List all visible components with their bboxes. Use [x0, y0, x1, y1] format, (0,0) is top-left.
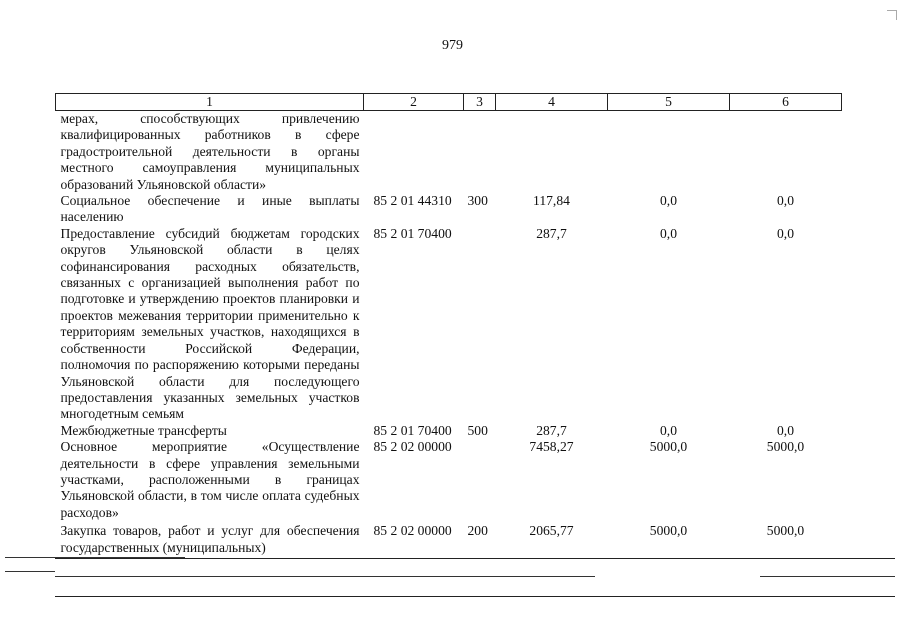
- row-value-5: [608, 111, 730, 194]
- row-value-4: 117,84: [533, 193, 570, 209]
- table-row: [56, 226, 842, 423]
- row-type: [464, 439, 496, 521]
- row-code: 85 2 01 70400: [373, 225, 452, 241]
- page-number: 979: [442, 38, 463, 53]
- row-value-6: 5000,0: [766, 439, 805, 455]
- row-description: Социальное обеспечение и иные выплаты населению: [60, 193, 360, 225]
- row-value-6: 5000,0: [766, 523, 805, 539]
- row-description: Основное мероприятие «Осуществление деятельности в сфере управления земельными участками, расположенными в границах Ульяновской области, в том числе оплата судебных расходов»: [60, 439, 360, 520]
- row-value-4: 7458,27: [529, 439, 574, 455]
- row-description: мерах, способствующих привлечению квалифицированных работников в сфере градостроительной деятельности в органы местного самоуправления муниципальных образований Ульяновской области»: [60, 111, 360, 192]
- row-type: 300: [467, 193, 488, 209]
- row-description: Межбюджетные трансферты: [60, 422, 227, 438]
- column-header-1: 1: [56, 94, 364, 111]
- table-row: [56, 423, 842, 439]
- row-code: 85 2 01 44310: [373, 193, 452, 209]
- row-value-4: [496, 111, 608, 194]
- column-header-5: 5: [608, 94, 730, 111]
- row-type: 200: [467, 523, 488, 539]
- horizontal-rule: [55, 596, 895, 597]
- row-value-6: 0,0: [777, 193, 794, 209]
- strike-line: [55, 576, 595, 577]
- row-type: [464, 226, 496, 423]
- row-value-6: 0,0: [777, 422, 794, 438]
- row-value-4: 287,7: [536, 225, 567, 241]
- column-header-6: 6: [730, 94, 842, 111]
- row-code: 85 2 02 00000: [373, 439, 452, 455]
- row-type: [464, 111, 496, 194]
- budget-table: [55, 93, 842, 556]
- row-value-5: 0,0: [660, 193, 677, 209]
- row-value-5: 5000,0: [649, 439, 688, 455]
- table-row: [56, 521, 842, 556]
- row-value-6: [730, 111, 842, 194]
- strike-line: [5, 571, 55, 572]
- scan-corner-mark: [887, 10, 897, 20]
- table-row: [56, 111, 842, 194]
- row-value-6: 0,0: [777, 225, 794, 241]
- horizontal-rule: [55, 558, 895, 559]
- row-value-5: 5000,0: [649, 523, 688, 539]
- row-value-5: 0,0: [660, 225, 677, 241]
- row-code: [364, 111, 464, 194]
- strike-line: [760, 576, 895, 577]
- table-header-row: [56, 94, 842, 111]
- row-description: Закупка товаров, работ и услуг для обеспечения государственных (муниципальных): [60, 523, 360, 555]
- row-code: 85 2 02 00000: [373, 523, 452, 539]
- row-value-4: 287,7: [536, 422, 567, 438]
- table-row: [56, 439, 842, 521]
- table-row: [56, 193, 842, 226]
- row-value-5: 0,0: [660, 422, 677, 438]
- row-type: 500: [467, 422, 488, 438]
- row-description: Предоставление субсидий бюджетам городских округов Ульяновской области в целях софинансирования расходных обязательств, связанных с организацией выполнения работ по подготовке и утверждению проектов планировки и проектов межевания территории применительно к территориям земельных участков, находящихся в собственности Российской Федерации, полномочия по распоряжению которыми переданы Ульяновской области для последующего предоставления указанных земельных участков многодетным семьям: [60, 225, 360, 422]
- column-header-4: 4: [496, 94, 608, 111]
- column-header-3: 3: [464, 94, 496, 111]
- row-code: 85 2 01 70400: [373, 422, 452, 438]
- column-header-2: 2: [364, 94, 464, 111]
- row-value-4: 2065,77: [529, 523, 574, 539]
